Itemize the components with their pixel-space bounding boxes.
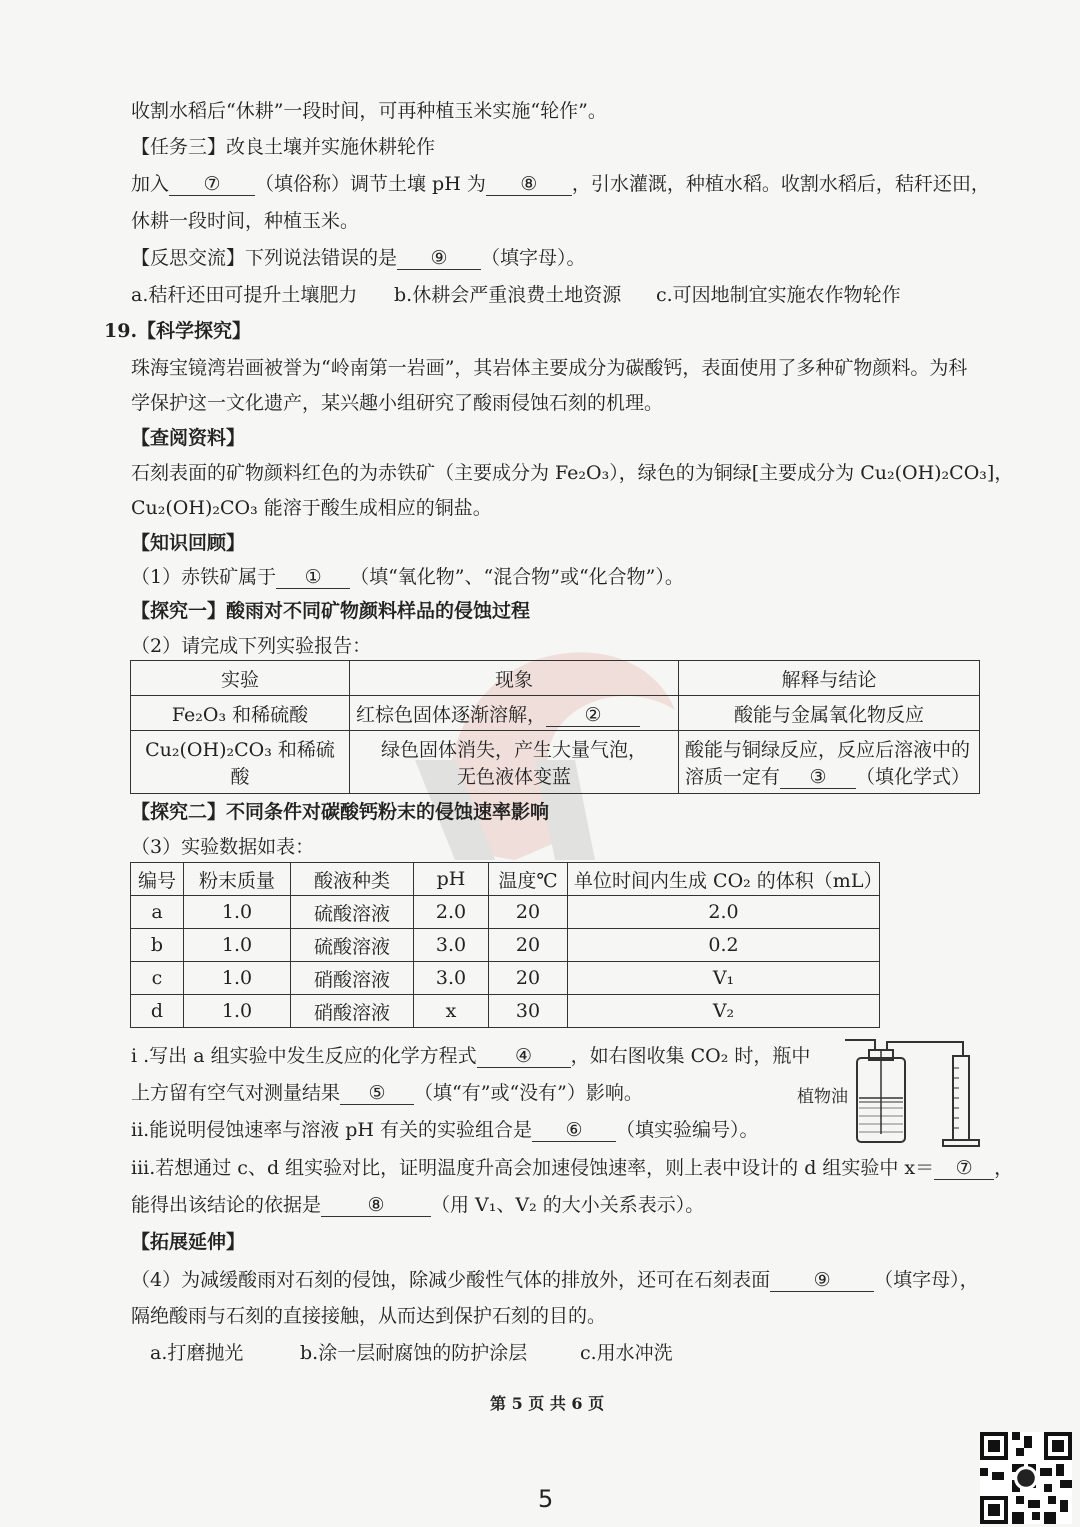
table-row xyxy=(131,962,880,995)
answer-blank[interactable]: ⑧ xyxy=(486,173,572,196)
page-number: 5 xyxy=(538,1485,554,1513)
page-footer: 第 5 页 共 6 页 xyxy=(490,1394,605,1413)
table-cell: V₂ xyxy=(568,995,880,1028)
table-cell: 酸能与金属氧化物反应 xyxy=(679,696,980,731)
table-cell: 20 xyxy=(489,929,568,962)
table-cell: 3.0 xyxy=(414,962,489,995)
answer-blank[interactable]: ⑨ xyxy=(397,247,481,270)
table-cell: 绿色固体消失，产生大量气泡， 无色液体变蓝 xyxy=(350,731,679,794)
table-header: 温度℃ xyxy=(489,863,568,896)
answer-blank[interactable]: ② xyxy=(546,704,640,727)
table-cell: 红棕色固体逐渐溶解， ② xyxy=(350,696,679,731)
table-cell: 酸能与铜绿反应，反应后溶液中的 溶质一定有 ③ （填化学式） xyxy=(679,731,980,794)
answer-blank[interactable]: ⑧ xyxy=(321,1194,431,1217)
table-header: pH xyxy=(414,863,489,896)
option-b: b.休耕会严重浪费土地资源 xyxy=(394,284,622,306)
table-cell: 1.0 xyxy=(184,896,291,929)
section-heading: 【查阅资料】 xyxy=(131,427,246,449)
table-cell: Cu₂(OH)₂CO₃ 和稀硫酸 xyxy=(131,731,350,794)
table-row xyxy=(131,896,880,929)
table-header: 编号 xyxy=(131,863,184,896)
question-line: iii.若想通过 c、d 组实验对比，证明温度升高会加速侵蚀速率，则上表中设计的 d 组实验中 x＝ ⑦ ， xyxy=(131,1157,1014,1179)
paragraph-line: Cu₂(OH)₂CO₃ 能溶于酸生成相应的铜盐。 xyxy=(131,497,492,519)
table-cell: 0.2 xyxy=(568,929,880,962)
text-line: 隔绝酸雨与石刻的直接接触，从而达到保护石刻的目的。 xyxy=(131,1305,607,1327)
question-line: 加入 ⑦ （填俗称）调节土壤 pH 为 ⑧ ，引水灌溉，种植水稻。收割水稻后，秸秆还田， xyxy=(131,173,990,195)
table-cell: 1.0 xyxy=(184,995,291,1028)
paragraph-line: 石刻表面的矿物颜料红色的为赤铁矿（主要成分为 Fe₂O₃），绿色的为铜绿[主要成分为 Cu₂(OH)₂CO₃]， xyxy=(131,462,1014,484)
table-header: 单位时间内生成 CO₂ 的体积（mL） xyxy=(568,863,880,896)
table-row xyxy=(131,995,880,1028)
table-cell: 20 xyxy=(489,962,568,995)
answer-blank[interactable]: ④ xyxy=(477,1045,571,1068)
option-c: c.用水冲洗 xyxy=(580,1342,673,1364)
text-line: 收割水稻后“休耕”一段时间，可再种植玉米实施“轮作”。 xyxy=(131,100,607,122)
answer-blank[interactable]: ③ xyxy=(780,766,856,789)
answer-blank[interactable]: ⑨ xyxy=(770,1269,874,1292)
table-cell: 2.0 xyxy=(568,896,880,929)
table-cell: 硝酸溶液 xyxy=(291,962,414,995)
table-cell: 硫酸溶液 xyxy=(291,929,414,962)
table-cell: d xyxy=(131,995,184,1028)
text-line: （2）请完成下列实验报告： xyxy=(131,635,372,657)
table-cell: 硫酸溶液 xyxy=(291,896,414,929)
question-line: 上方留有空气对测量结果 ⑤ （填“有”或“没有”）影响。 xyxy=(131,1082,643,1104)
section-heading: 【探究二】不同条件对碳酸钙粉末的侵蚀速率影响 xyxy=(131,801,550,823)
table-header: 酸液种类 xyxy=(291,863,414,896)
question-line: ii.能说明侵蚀速率与溶液 pH 有关的实验组合是 ⑥ （填实验编号）。 xyxy=(131,1119,759,1141)
table-cell: 硝酸溶液 xyxy=(291,995,414,1028)
section-heading: 【任务三】改良土壤并实施休耕轮作 xyxy=(131,136,436,158)
answer-blank[interactable]: ⑤ xyxy=(340,1082,414,1105)
table-header: 实验 xyxy=(131,661,350,696)
table-cell: a xyxy=(131,896,184,929)
table-cell: x xyxy=(414,995,489,1028)
option-a: a.打磨抛光 xyxy=(150,1342,244,1364)
section-heading: 【知识回顾】 xyxy=(131,532,246,554)
table-cell: b xyxy=(131,929,184,962)
plant-oil-label: 植物油 xyxy=(797,1087,848,1107)
answer-blank[interactable]: ⑥ xyxy=(532,1119,616,1142)
table-cell: 2.0 xyxy=(414,896,489,929)
table-row xyxy=(131,929,880,962)
question-number: 19.【科学探究】 xyxy=(104,320,252,342)
table-cell: c xyxy=(131,962,184,995)
experiment-data-table xyxy=(130,862,883,1028)
option-b: b.涂一层耐腐蚀的防护涂层 xyxy=(300,1342,528,1364)
text-line: （3）实验数据如表： xyxy=(131,836,315,858)
answer-blank[interactable]: ① xyxy=(276,566,350,589)
table-cell: 3.0 xyxy=(414,929,489,962)
question-line: i .写出 a 组实验中发生反应的化学方程式 ④ ，如右图收集 CO₂ 时，瓶中 xyxy=(131,1045,811,1067)
question-line: （1）赤铁矿属于 ① （填“氧化物”、“混合物”或“化合物”）。 xyxy=(131,566,684,588)
answer-blank[interactable]: ⑦ xyxy=(169,173,255,196)
text-line: 休耕一段时间，种植玉米。 xyxy=(131,210,360,232)
question-line: 【反思交流】下列说法错误的是 ⑨ （填字母）。 xyxy=(131,247,586,269)
table-cell: 1.0 xyxy=(184,929,291,962)
section-heading: 【拓展延伸】 xyxy=(131,1231,246,1253)
option-a: a.秸秆还田可提升土壤肥力 xyxy=(131,284,358,306)
table-cell: Fe₂O₃ 和稀硫酸 xyxy=(131,696,350,731)
table-cell: 1.0 xyxy=(184,962,291,995)
option-c: c.可因地制宜实施农作物轮作 xyxy=(656,284,901,306)
qr-code-icon xyxy=(980,1432,1072,1524)
experiment-report-table xyxy=(130,660,980,794)
table-header: 解释与结论 xyxy=(679,661,980,696)
paragraph-line: 学保护这一文化遗产，某兴趣小组研究了酸雨侵蚀石刻的机理。 xyxy=(131,392,664,414)
section-heading: 【探究一】酸雨对不同矿物颜料样品的侵蚀过程 xyxy=(131,600,531,622)
question-line: （4）为减缓酸雨对石刻的侵蚀，除减少酸性气体的排放外，还可在石刻表面 ⑨ （填字母）， xyxy=(131,1269,979,1291)
question-line: 能得出该结论的依据是 ⑧ （用 V₁、V₂ 的大小关系表示）。 xyxy=(131,1194,705,1216)
gas-collection-apparatus-icon xyxy=(835,1038,985,1150)
table-cell: 30 xyxy=(489,995,568,1028)
table-cell: V₁ xyxy=(568,962,880,995)
table-cell: 20 xyxy=(489,896,568,929)
answer-blank[interactable]: ⑦ xyxy=(934,1157,994,1180)
table-header: 现象 xyxy=(350,661,679,696)
paragraph-line: 珠海宝镜湾岩画被誉为“岭南第一岩画”，其岩体主要成分为碳酸钙，表面使用了多种矿物颜料。为科 xyxy=(131,357,968,379)
table-header: 粉末质量 xyxy=(184,863,291,896)
